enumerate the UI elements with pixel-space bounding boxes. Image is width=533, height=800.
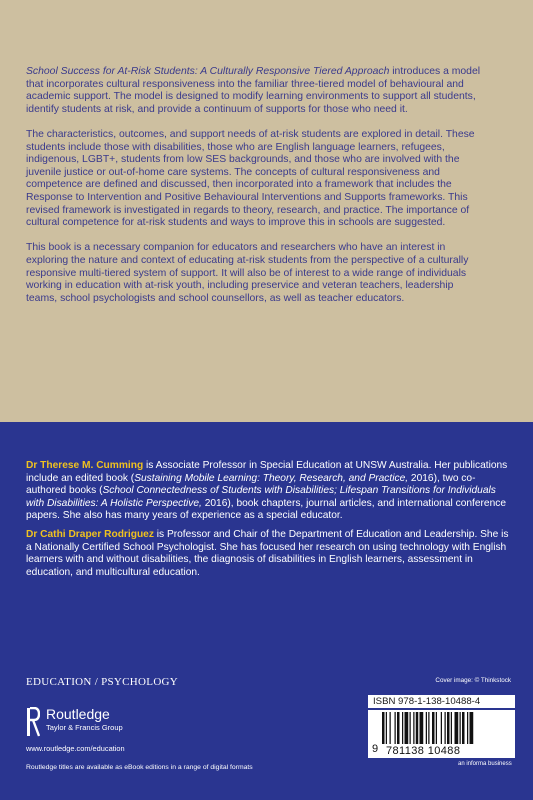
barcode-digits: 781138 10488: [386, 745, 461, 757]
cover-image-credit: Cover image: © Thinkstock: [435, 677, 511, 684]
subject-category: EDUCATION / PSYCHOLOGY: [26, 676, 179, 688]
author-bio-2: Dr Cathi Draper Rodriguez is Professor and Chair of the Department of Education and Leadership. She is a Nationally Certified School Psychologist. She has focused her research on using technology with English learners with and without disabilities, the diagnosis of disabilities in English learners, assessment in education, and multicultural education.: [26, 528, 509, 578]
barcode-lead-digit: 9: [372, 743, 379, 755]
blurb-paragraph-1: [26, 66, 484, 116]
author-name-1: Dr Therese M. Cumming: [26, 460, 144, 471]
blurb-paragraph-3: This book is a necessary companion for educators and researchers who have an interest in exploring the nature and context of educating at-risk students from the perspective of a culturally responsive multi-tiered system of support. It will also be of interest to a wide range of individuals working in education with at-risk youth, including preservice and veteran teachers, leadership teams, school psychologists and school counsellors, as well as teacher educators.: [26, 242, 469, 304]
publisher-group: Taylor & Francis Group: [46, 723, 123, 732]
routledge-r-icon: [26, 707, 40, 737]
author-bios: [26, 460, 512, 585]
isbn-label: ISBN 978-1-138-10488-4: [368, 695, 515, 708]
back-cover-blurb: [26, 66, 484, 305]
publisher-url[interactable]: www.routledge.com/education: [26, 744, 125, 753]
barcode: [368, 710, 515, 758]
blurb-paragraph-2: The characteristics, outcomes, and support needs of at-risk students are explored in detail. These students include those with disabilities, those who are English language learners, refugees, indigenous, LGBT+, students from low SES backgrounds, and those who are involved with the juvenile justice or out-of-home care systems. The concepts of cultural responsiveness and competence are defined and discussed, then incorporated into a framework that includes the Response to Intervention and Positive Behavioural Interventions and Supports frameworks. This revised framework is investigated in regards to theory, research, and practice. The importance of cultural competence for at-risk students and ways to improve this in schools are suggested.: [26, 128, 475, 229]
author-name-2: Dr Cathi Draper Rodriguez: [26, 528, 154, 540]
ebook-note: Routledge titles are available as eBook editions in a range of digital formats: [26, 764, 253, 771]
book-title-italic: School Success for At-Risk Students: A Culturally Responsive Tiered Approach: [26, 66, 390, 77]
blurb-p1-text: introduces a model that incorporates cultural responsiveness into the familiar three-tiered model of behavioural and academic support. The model is designed to modify learning environments to support all students, identify students at risk, and provide a continuum of supports for those who need it.: [26, 66, 481, 115]
publisher-name: Routledge: [46, 706, 110, 722]
informa-tagline: an informa business: [458, 761, 512, 767]
publisher-logo: [26, 705, 196, 739]
barcode-bars-icon: [382, 712, 502, 744]
author-bio-1: Dr Therese M. Cumming is Associate Professor in Special Education at UNSW Australia. Her publications include an edited book (Sustaining Mobile Learning: Theory, Research, and Practice, 2016), two co-authored books (School Connectedness of Students with Disabilities; Lifespan Transitions for Individuals with Disabilities: A Holistic Perspective, 2016), book chapters, journal articles, and international conference papers. She also has many years of experience as a special educator.: [26, 460, 508, 522]
